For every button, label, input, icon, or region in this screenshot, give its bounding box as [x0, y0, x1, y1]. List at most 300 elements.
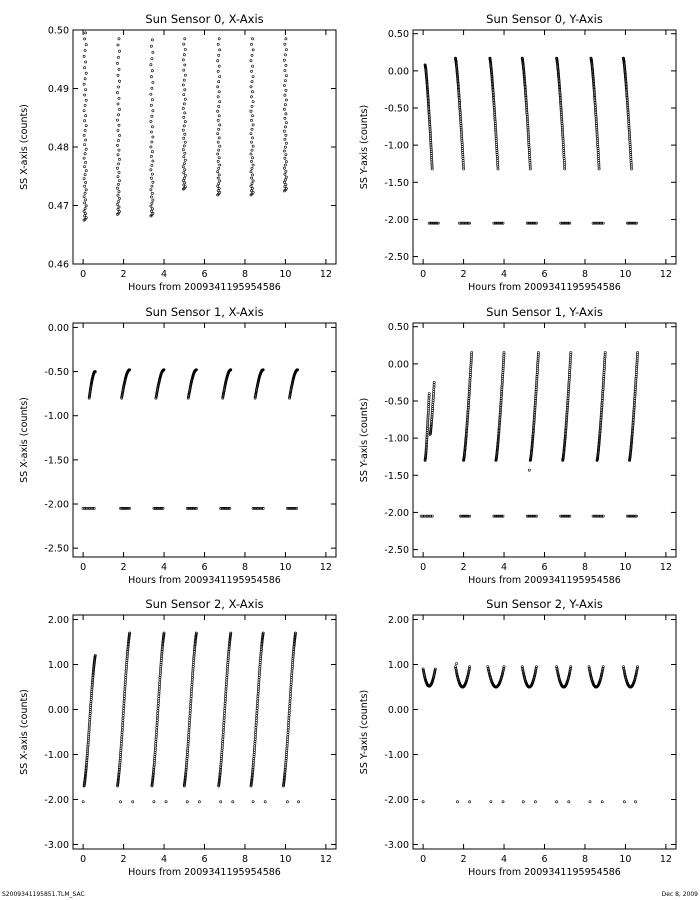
data-point: [84, 104, 86, 106]
data-point: [85, 161, 87, 163]
data-point: [158, 690, 160, 692]
data-point: [285, 176, 287, 178]
data-point: [219, 49, 221, 51]
data-point: [225, 690, 227, 692]
data-point: [286, 740, 288, 742]
data-point: [250, 153, 252, 155]
data-point: [93, 507, 95, 509]
chart-title: Sun Sensor 0, X-Axis: [145, 12, 264, 26]
data-point: [84, 174, 86, 176]
y-tick-label: -2.00: [384, 507, 409, 519]
y-tick-label: -1.00: [44, 411, 69, 423]
footer-filename: S2009341195851.TLM_SAC: [2, 891, 85, 898]
data-point: [188, 727, 190, 729]
x-axis-label: Hours from 2009341195954586: [128, 867, 281, 878]
data-point: [522, 801, 524, 803]
data-point: [157, 710, 159, 712]
data-point: [456, 801, 458, 803]
data-point: [250, 177, 252, 179]
data-point: [251, 167, 253, 169]
data-point: [156, 724, 158, 726]
data-point: [118, 50, 120, 52]
data-point: [118, 108, 120, 110]
data-point: [123, 705, 125, 707]
data-point: [251, 183, 253, 185]
x-tick-label: 4: [501, 562, 508, 573]
data-point: [121, 736, 123, 738]
data-point: [251, 91, 253, 93]
data-point: [116, 119, 118, 121]
data-point: [117, 163, 119, 165]
data-point: [159, 672, 161, 674]
data-point: [250, 185, 252, 187]
data-point: [182, 107, 184, 109]
x-tick-label: 10: [279, 854, 292, 865]
data-point: [189, 707, 191, 709]
data-point: [84, 67, 86, 69]
data-point: [286, 738, 288, 740]
data-point: [150, 196, 152, 198]
x-tick-label: 0: [80, 854, 87, 865]
data-point: [286, 743, 288, 745]
data-point: [634, 801, 636, 803]
data-point: [190, 693, 192, 695]
x-tick-label: 0: [80, 562, 87, 573]
data-point: [217, 60, 219, 62]
x-tick-label: 10: [279, 562, 292, 573]
data-point: [286, 801, 288, 803]
data-point: [117, 74, 119, 76]
data-point: [223, 717, 225, 719]
data-point: [222, 734, 224, 736]
y-axis-label: SS Y-axis (counts): [359, 689, 370, 775]
data-point: [150, 169, 152, 171]
y-tick-label: 0.47: [47, 201, 69, 212]
x-tick-label: 12: [319, 854, 332, 865]
y-tick-label: -0.50: [384, 396, 409, 408]
data-point: [117, 200, 119, 202]
data-point: [189, 717, 191, 719]
data-point: [285, 49, 287, 51]
data-point: [159, 683, 161, 685]
data-point: [285, 113, 287, 115]
data-point: [121, 738, 123, 740]
data-point: [252, 801, 254, 803]
data-point: [218, 65, 220, 67]
data-point: [121, 734, 123, 736]
data-point: [556, 801, 558, 803]
data-point: [152, 160, 154, 162]
data-point: [264, 801, 266, 803]
data-point: [117, 176, 119, 178]
plot-frame: [73, 30, 336, 264]
y-tick-label: -1.00: [384, 433, 409, 445]
data-point: [155, 731, 157, 733]
data-point: [254, 745, 256, 747]
data-point: [192, 674, 194, 676]
data-point: [117, 154, 119, 156]
data-point: [284, 69, 286, 71]
data-point: [288, 712, 290, 714]
data-point: [256, 710, 258, 712]
x-tick-label: 6: [201, 854, 208, 865]
y-tick-label: 0.00: [47, 705, 69, 716]
x-tick-label: 12: [319, 562, 332, 573]
x-axis-label: Hours from 2009341195954586: [468, 575, 621, 586]
data-point: [183, 69, 185, 71]
data-point: [152, 181, 154, 183]
data-point: [85, 99, 87, 101]
x-tick-label: 0: [420, 562, 427, 573]
data-point: [120, 740, 122, 742]
data-point: [251, 105, 253, 107]
data-point: [256, 705, 258, 707]
data-point: [289, 693, 291, 695]
data-point: [156, 729, 158, 731]
data-point: [284, 179, 286, 181]
data-point: [252, 101, 254, 103]
y-tick-label: 0.46: [47, 259, 69, 271]
data-point: [157, 705, 159, 707]
data-point: [223, 727, 225, 729]
data-point: [151, 151, 153, 153]
data-point: [218, 105, 220, 107]
data-point: [283, 167, 285, 169]
data-point: [255, 719, 257, 721]
data-point: [84, 208, 86, 210]
data-point: [184, 159, 186, 161]
data-point: [290, 679, 292, 681]
data-point: [184, 121, 186, 123]
data-point: [188, 729, 190, 731]
x-tick-label: 8: [581, 562, 588, 573]
data-point: [118, 171, 120, 173]
data-point: [84, 129, 86, 131]
data-point: [124, 679, 126, 681]
data-point: [218, 149, 220, 151]
data-point: [251, 38, 253, 40]
data-point: [189, 712, 191, 714]
data-point: [254, 736, 256, 738]
data-point: [190, 690, 192, 692]
y-tick-label: 0.00: [47, 322, 69, 334]
data-point: [182, 84, 184, 86]
data-point: [184, 141, 186, 143]
y-axis-label: SS X-axis (counts): [19, 397, 30, 483]
data-point: [151, 87, 153, 89]
data-point: [287, 729, 289, 731]
data-point: [255, 724, 257, 726]
data-point: [258, 681, 260, 683]
data-point: [287, 734, 289, 736]
data-point: [283, 130, 285, 132]
data-point: [151, 141, 153, 143]
x-axis-label: Hours from 2009341195954586: [468, 867, 621, 878]
data-point: [84, 153, 86, 155]
data-point: [183, 177, 185, 179]
x-tick-label: 8: [581, 854, 588, 865]
data-point: [284, 157, 286, 159]
data-point: [226, 672, 228, 674]
data-point: [255, 729, 257, 731]
data-point: [225, 686, 227, 688]
chart-panel-1: [359, 12, 676, 293]
data-point: [285, 64, 287, 66]
data-point: [250, 70, 252, 72]
y-tick-label: -1.00: [384, 750, 409, 761]
data-point: [184, 38, 186, 40]
data-point: [602, 515, 604, 517]
data-point: [83, 83, 85, 85]
data-point: [84, 166, 86, 168]
data-point: [151, 115, 153, 117]
data-point: [124, 690, 126, 692]
data-point: [490, 801, 492, 803]
data-point: [184, 174, 186, 176]
data-point: [252, 49, 254, 51]
data-point: [150, 76, 152, 78]
data-point: [155, 738, 157, 740]
data-point: [251, 157, 253, 159]
data-point: [150, 131, 152, 133]
data-point: [250, 119, 252, 121]
y-axis-label: SS X-axis (counts): [19, 104, 30, 190]
data-point: [188, 736, 190, 738]
data-point: [183, 54, 185, 56]
chart-panel-5: [359, 597, 676, 878]
data-point: [85, 139, 87, 141]
data-point: [150, 146, 152, 148]
data-point: [284, 104, 286, 106]
data-point: [218, 81, 220, 83]
data-point: [85, 125, 87, 127]
data-point: [217, 86, 219, 88]
data-point: [258, 676, 260, 678]
data-point: [222, 738, 224, 740]
data-point: [218, 167, 220, 169]
data-point: [251, 174, 253, 176]
data-point: [258, 672, 260, 674]
data-point: [84, 192, 86, 194]
data-point: [285, 75, 287, 77]
data-point: [187, 743, 189, 745]
data-point: [284, 146, 286, 148]
data-point: [85, 61, 87, 63]
data-point: [85, 148, 87, 150]
data-point: [116, 187, 118, 189]
data-point: [184, 74, 186, 76]
chart-title: Sun Sensor 2, Y-Axis: [486, 597, 603, 611]
data-point: [124, 688, 126, 690]
data-point: [226, 674, 228, 676]
y-tick-label: 0.00: [387, 66, 409, 78]
data-point: [85, 170, 87, 172]
data-point: [151, 99, 153, 101]
data-point: [250, 171, 252, 173]
data-point: [156, 722, 158, 724]
data-point: [623, 801, 625, 803]
data-point: [125, 676, 127, 678]
data-point: [224, 702, 226, 704]
data-point: [183, 172, 185, 174]
data-point: [284, 164, 286, 166]
data-point: [189, 710, 191, 712]
data-point: [190, 700, 192, 702]
data-point: [219, 180, 221, 182]
data-point: [219, 101, 221, 103]
data-point: [222, 731, 224, 733]
data-point: [217, 110, 219, 112]
data-point: [257, 690, 259, 692]
data-point: [221, 745, 223, 747]
data-point: [84, 38, 86, 40]
data-point: [225, 695, 227, 697]
x-tick-label: 2: [460, 269, 467, 280]
data-point: [217, 160, 219, 162]
data-point: [283, 108, 285, 110]
data-point: [224, 700, 226, 702]
data-point: [469, 801, 471, 803]
data-point: [84, 144, 86, 146]
data-point: [85, 181, 87, 183]
data-point: [250, 86, 252, 88]
data-point: [152, 136, 154, 138]
data-point: [289, 700, 291, 702]
x-tick-label: 2: [460, 854, 467, 865]
y-tick-label: 0.50: [387, 322, 409, 334]
y-axis-label: SS X-axis (counts): [19, 689, 30, 775]
data-point: [251, 81, 253, 83]
data-point: [117, 139, 119, 141]
data-point: [159, 679, 161, 681]
data-point: [183, 137, 185, 139]
data-point: [219, 76, 221, 78]
data-point: [124, 686, 126, 688]
y-tick-label: -2.00: [44, 499, 69, 511]
data-point: [288, 719, 290, 721]
data-point: [428, 397, 430, 399]
data-point: [422, 801, 424, 803]
data-point: [84, 185, 86, 187]
data-point: [291, 674, 293, 676]
y-tick-label: -2.00: [44, 795, 69, 806]
y-tick-label: -2.50: [44, 543, 69, 555]
chart-panel-0: [19, 12, 336, 293]
data-point: [120, 745, 122, 747]
y-tick-label: -1.00: [44, 750, 69, 761]
chart-title: Sun Sensor 0, Y-Axis: [486, 12, 603, 26]
data-point: [150, 189, 152, 191]
data-point: [255, 727, 257, 729]
data-point: [150, 210, 152, 212]
data-point: [118, 206, 120, 208]
data-point: [118, 149, 120, 151]
y-tick-label: -1.50: [384, 470, 409, 482]
data-point: [116, 144, 118, 146]
data-point: [85, 89, 87, 91]
data-point: [217, 119, 219, 121]
y-tick-label: -3.00: [44, 840, 69, 851]
data-point: [84, 202, 86, 204]
data-point: [285, 122, 287, 124]
data-point: [150, 177, 152, 179]
data-point: [183, 43, 185, 45]
data-point: [116, 167, 118, 169]
data-point: [152, 199, 154, 201]
data-point: [232, 801, 234, 803]
data-point: [152, 81, 154, 83]
y-tick-label: -0.50: [44, 367, 69, 379]
y-tick-label: 1.00: [387, 660, 409, 671]
data-point: [290, 681, 292, 683]
data-point: [285, 89, 287, 91]
data-point: [184, 89, 186, 91]
data-point: [254, 738, 256, 740]
data-point: [122, 715, 124, 717]
x-tick-label: 0: [80, 269, 87, 280]
y-axis-label: SS Y-axis (counts): [359, 397, 370, 483]
data-point: [218, 183, 220, 185]
y-tick-label: -1.00: [384, 140, 409, 152]
chart-panel-2: [19, 305, 336, 586]
data-point: [123, 707, 125, 709]
data-point: [534, 801, 536, 803]
data-point: [283, 84, 285, 86]
x-tick-label: 8: [241, 854, 248, 865]
data-point: [122, 719, 124, 721]
y-tick-label: 0.00: [387, 705, 409, 716]
data-point: [223, 719, 225, 721]
data-point: [85, 189, 87, 191]
data-point: [157, 712, 159, 714]
footer-date: Dec 8, 2009: [661, 891, 698, 898]
data-point: [184, 112, 186, 114]
data-point: [118, 68, 120, 70]
data-point: [151, 192, 153, 194]
data-point: [217, 185, 219, 187]
x-axis-label: Hours from 2009341195954586: [468, 282, 621, 293]
y-tick-label: -1.50: [44, 455, 69, 467]
y-tick-label: -1.50: [384, 177, 409, 189]
data-point: [156, 717, 158, 719]
data-point: [288, 707, 290, 709]
x-tick-label: 4: [161, 562, 168, 573]
data-point: [289, 702, 291, 704]
data-point: [83, 210, 85, 212]
data-point: [455, 663, 457, 665]
data-point: [118, 158, 120, 160]
data-point: [117, 86, 119, 88]
data-point: [165, 801, 167, 803]
data-point: [250, 160, 252, 162]
data-point: [252, 180, 254, 182]
data-point: [157, 700, 159, 702]
data-point: [158, 698, 160, 700]
data-point: [191, 676, 193, 678]
data-point: [224, 698, 226, 700]
data-point: [192, 672, 194, 674]
data-point: [218, 187, 220, 189]
data-point: [223, 712, 225, 714]
data-point: [183, 116, 185, 118]
data-point: [251, 128, 253, 130]
data-point: [502, 801, 504, 803]
data-point: [223, 722, 225, 724]
data-point: [153, 801, 155, 803]
data-point: [217, 177, 219, 179]
data-point: [288, 710, 290, 712]
data-point: [218, 157, 220, 159]
